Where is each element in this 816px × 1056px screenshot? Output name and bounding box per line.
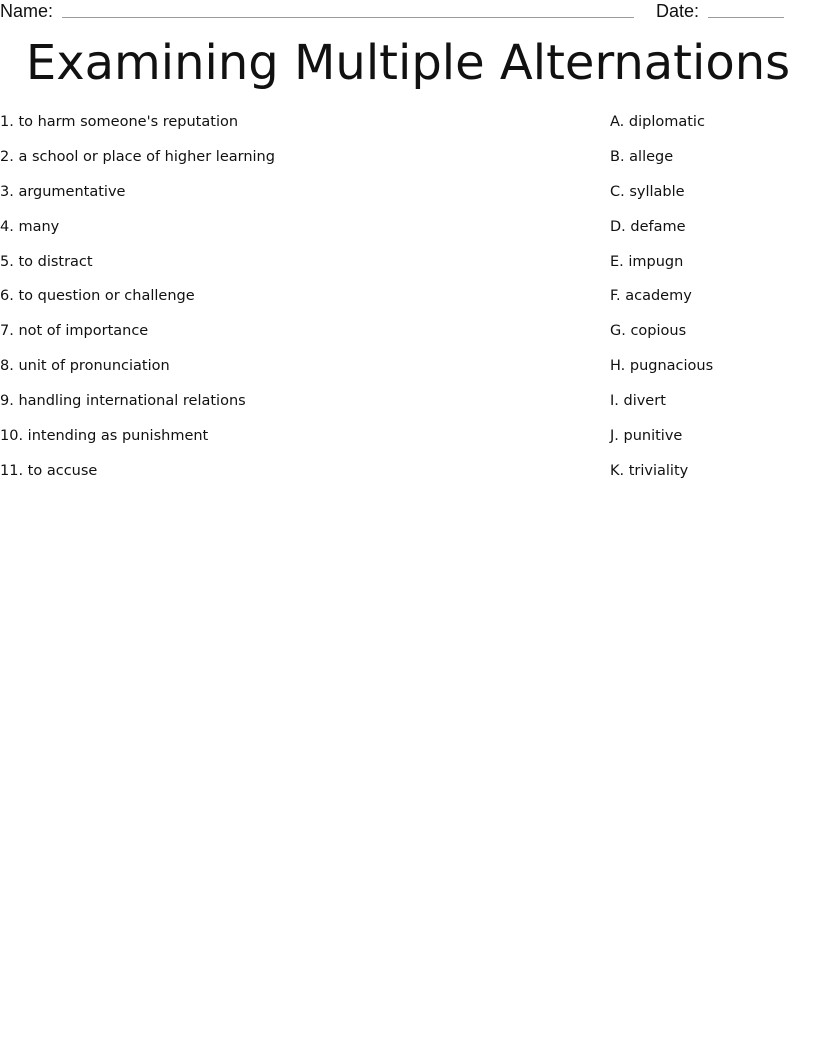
clue-item: 8. unit of pronunciation	[0, 358, 170, 375]
clue-list	[0, 112, 560, 496]
clue-item: 7. not of importance	[0, 323, 149, 340]
clue-item: 11. to accuse	[0, 462, 98, 479]
answer-item: K. triviality	[610, 462, 689, 479]
answer-list	[610, 112, 810, 496]
date-label: Date:	[656, 1, 700, 21]
date-blank-line	[708, 17, 784, 18]
name-blank-line	[62, 17, 634, 18]
answer-item: C. syllable	[610, 183, 685, 200]
answer-item: J. punitive	[610, 428, 683, 445]
clue-item: 5. to distract	[0, 253, 93, 270]
clue-item: 6. to question or challenge	[0, 288, 195, 305]
clue-item: 1. to harm someone's reputation	[0, 114, 239, 130]
answer-item: A. diplomatic	[610, 114, 705, 130]
answer-item: G. copious	[610, 323, 687, 340]
answer-item: I. divert	[610, 393, 666, 410]
answer-item: B. allege	[610, 148, 674, 165]
clue-item: 2. a school or place of higher learning	[0, 148, 275, 165]
clue-item: 9. handling international relations	[0, 393, 246, 410]
page-title: Examining Multiple Alternations	[25, 35, 791, 91]
clue-item: 10. intending as punishment	[0, 428, 209, 445]
name-label: Name:	[0, 1, 54, 21]
clue-item: 4. many	[0, 218, 60, 235]
clue-item: 3. argumentative	[0, 183, 126, 200]
answer-item: H. pugnacious	[610, 358, 714, 375]
worksheet-header	[0, 0, 816, 22]
answer-item: D. defame	[610, 218, 686, 235]
answer-item: E. impugn	[610, 253, 684, 270]
answer-item: F. academy	[610, 288, 692, 305]
